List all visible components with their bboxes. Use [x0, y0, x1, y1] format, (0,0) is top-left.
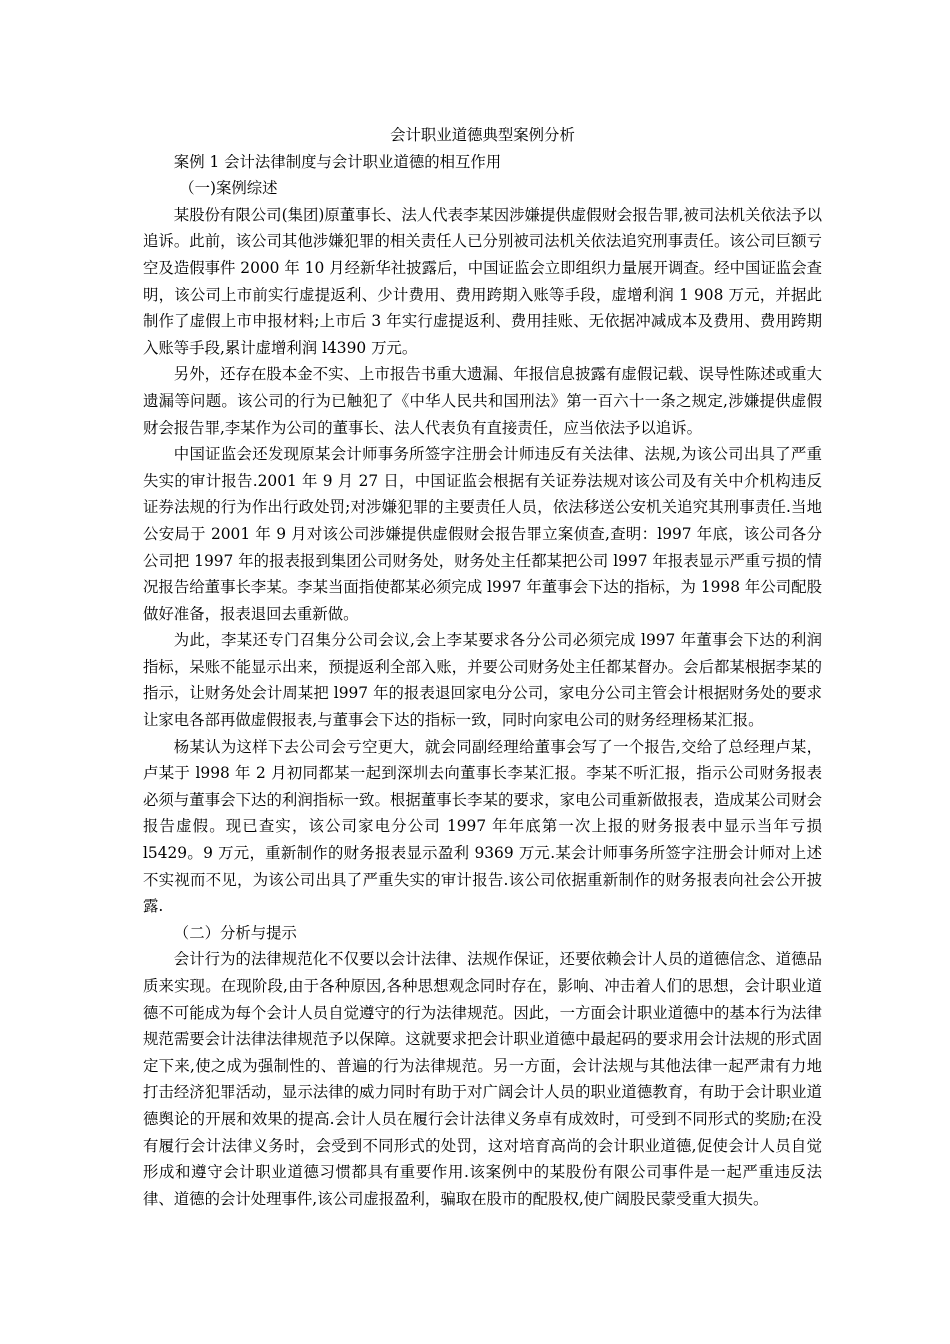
- document-page: [143, 122, 822, 1212]
- document-title: 会计职业道德典型案例分析: [390, 126, 575, 144]
- section-heading-analysis: （二）分析与提示: [173, 923, 297, 942]
- section-heading-overview: （一)案例综述: [179, 179, 278, 198]
- paragraph: 杨某认为这样下去公司会亏空更大，就会同副经理给董事会写了一个报告,交给了总经理卢某，卢某于 l998 年 2 月初同都某一起到深圳去向董事长李某汇报。李某不听汇报，指示公司财务报表必须与董事会下达的利润指标一致。根据董事长李某的要求，家电公司重新做报表，造成某公司财会报告虚假。现已查实，该公司家电分公司 1997 年年底第一次上报的财务报表中显示当年亏损 l5429。9 万元，重新制作的财务报表显示盈利 9369 万元.某会计师事务所签字注册会计师对上述不实视而不见，为该公司出具了严重失实的审计报告.该公司依据重新制作的财务报表向社会公开披露.: [143, 737, 822, 916]
- paragraph: 另外，还存在股本金不实、上市报告书重大遗漏、年报信息披露有虚假记载、误导性陈述或重大遗漏等问题。该公司的行为已触犯了《中华人民共和国刑法》第一百六十一条之规定,涉嫌提供虚假财会报告罪,李某作为公司的董事长、法人代表负有直接责任，应当依法予以追诉。: [143, 365, 822, 437]
- paragraph: 为此，李某还专门召集分公司会议,会上李某要求各分公司必须完成 l997 年董事会下达的利润指标，呆账不能显示出来，预提返利全部入账，并要公司财务处主任都某督办。会后都某根据李某的指示，让财务处会计周某把 l997 年的报表退回家电分公司，家电分公司主管会计根据财务处的要求让家电各部再做虚假报表,与董事会下达的指标一致，同时向家电公司的财务经理杨某汇报。: [143, 631, 822, 730]
- case-heading: 案例 1 会计法律制度与会计职业道德的相互作用: [173, 152, 502, 171]
- paragraph: 某股份有限公司(集团)原董事长、法人代表李某因涉嫌提供虚假财会报告罪,被司法机关依法予以追诉。此前，该公司其他涉嫌犯罪的相关责任人已分别被司法机关依法追究刑事责任。该公司巨额亏空及造假事件 2000 年 10 月经新华社披露后，中国证监会立即组织力量展开调查。经中国证监会查明，该公司上市前实行虚提返利、少计费用、费用跨期入账等手段，虚增利润 1 908 万元，并据此制作了虚假上市申报材料;上市后 3 年实行虚提返利、费用挂账、无依据冲减成本及费用、费用跨期入账等手段,累计虚增利润 l4390 万元。: [143, 205, 822, 357]
- paragraph: 会计行为的法律规范化不仅要以会计法律、法规作保证，还要依赖会计人员的道德信念、道德品质来实现。在现阶段,由于各种原因,各种思想观念同时存在，影响、冲击着人们的思想，会计职业道德不可能成为每个会计人员自觉遵守的行为法律规范。因此，一方面会计职业道德中的基本行为法律规范需要会计法律法律规范予以保障。这就要求把会计职业道德中最起码的要求用会计法规的形式固定下来,使之成为强制性的、普遍的行为法律规范。另一方面，会计法规与其他法律一起严肃有力地打击经济犯罪活动，显示法律的威力同时有助于对广阔会计人员的职业道德教育，有助于会计职业道德舆论的开展和效果的提高.会计人员在履行会计法律义务卓有成效时，可受到不同形式的奖励;在没有履行会计法律义务时，会受到不同形式的处罚，这对培育高尚的会计职业道德,促使会计人员自觉形成和遵守会计职业道德习惯都具有重要作用.该案例中的某股份有限公司事件是一起严重违反法律、道德的会计处理事件,该公司虚报盈利，骗取在股市的配股权,使广阔股民蒙受重大损失。: [143, 950, 822, 1208]
- paragraph: 中国证监会还发现原某会计师事务所签字注册会计师违反有关法律、法规,为该公司出具了严重失实的审计报告.2001 年 9 月 27 日，中国证监会根据有关证券法规对该公司及有关中介机构违反证券法规的行为作出行政处罚;对涉嫌犯罪的主要责任人员，依法移送公安机关追究其刑事责任.当地公安局于 2001 年 9 月对该公司涉嫌提供虚假财会报告罪立案侦查,查明：l997 年底，该公司各分公司把 1997 年的报表报到集团公司财务处，财务处主任都某把公司 l997 年报表显示严重亏损的情况报告给董事长李某。李某当面指使都某必须完成 l997 年董事会下达的指标，为 1998 年公司配股做好准备，报表退回去重新做。: [143, 445, 822, 623]
